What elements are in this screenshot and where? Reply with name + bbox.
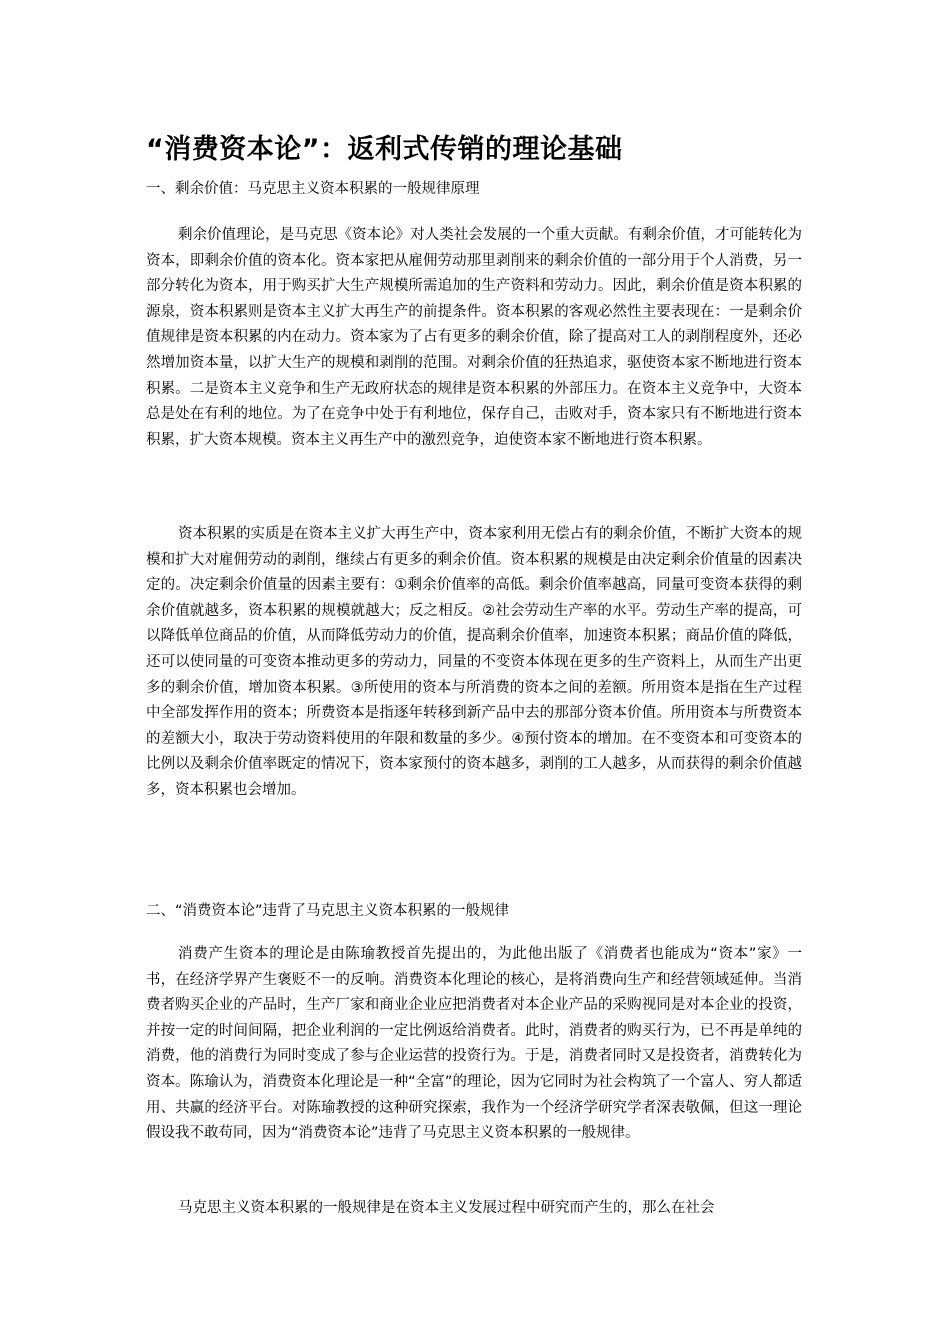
paragraph-consumption-capital-theory: 消费产生资本的理论是由陈瑜教授首先提出的，为此他出版了《消费者也能成为“资本”家》一书，在经济学界产生褒贬不一的反响。消费资本化理论的核心，是将消费向生产和经营领域延伸。当消费者购买企业的产品时，生产厂家和商业企业应把消费者对本企业产品的采购视同是对本企业的投资，并按一定的时间间隔，把企业利润的一定比例返给消费者。此时，消费者的购买行为，已不再是单纯的消费，他的消费行为同时变成了参与企业运营的投资行为。于是，消费者同时又是投资者，消费转化为资本。陈瑜认为，消费资本化理论是一种“全富”的理论，因为它同时为社会构筑了一个富人、穷人都适用、共赢的经济平台。对陈瑜教授的这种研究探索，我作为一个经济学研究学者深表敬佩，但这一理论假设我不敢苟同，因为“消费资本论”违背了马克思主义资本积累的一般规律。 [146,946,802,1142]
paragraph-surplus-value-theory: 剩余价值理论，是马克思《资本论》对人类社会发展的一个重大贡献。有剩余价值，才可能转化为资本，即剩余价值的资本化。资本家把从雇佣劳动那里剥削来的剩余价值的一部分用于个人消费，另一部分转化为资本，用于购买扩大生产规模所需追加的生产资料和劳动力。因此，剩余价值是资本积累的源泉，资本积累则是资本主义扩大再生产的前提条件。资本积累的客观必然性主要表现在：一是剩余价值规律是资本积累的内在动力。资本家为了占有更多的剩余价值，除了提高对工人的剥削程度外，还必然增加资本量，以扩大生产的规模和剥削的范围。对剩余价值的狂热追求，驱使资本家不断地进行资本积累。二是资本主义竞争和生产无政府状态的规律是资本积累的外部压力。在资本主义竞争中，大资本总是处在有利的地位。为了在竞争中处于有利地位，保存自己，击败对手，资本家只有不断地进行资本积累，扩大资本规模。资本主义再生产中的激烈竞争，迫使资本家不断地进行资本积累。 [146,227,802,448]
paragraph-capital-accumulation-essence: 资本积累的实质是在资本主义扩大再生产中，资本家利用无偿占有的剩余价值，不断扩大资本的规模和扩大对雇佣劳动的剥削，继续占有更多的剩余价值。资本积累的规模是由决定剩余价值量的因素决定的。决定剩余价值量的因素主要有：①剩余价值率的高低。剩余价值率越高，同量可变资本获得的剩余价值就越多，资本积累的规模就越大；反之相反。②社会劳动生产率的水平。劳动生产率的提高，可以降低单位商品的价值，从而降低劳动力的价值，提高剩余价值率，加速资本积累；商品价值的降低，还可以使同量的可变资本推动更多的劳动力，同量的不变资本体现在更多的生产资料上，从而生产出更多的剩余价值，增加资本积累。③所使用的资本与所消费的资本之间的差额。所用资本是指在生产过程中全部发挥作用的资本；所费资本是指逐年转移到新产品中去的那部分资本价值。所用资本与所费资本的差额大小，取决于劳动资料使用的年限和数量的多少。④预付资本的增加。在不变资本和可变资本的比例以及剩余价值率既定的情况下，资本家预付的资本越多，剥削的工人越多，从而获得的剩余价值越多，资本积累也会增加。 [146,526,802,798]
paragraph-general-law: 马克思主义资本积累的一般规律是在资本主义发展过程中研究而产生的，那么在社会 [178,1200,715,1216]
section-heading-surplus-value: 一、剩余价值：马克思主义资本积累的一般规律原理 [146,181,480,197]
document-title: “消费资本论”：返利式传销的理论基础 [146,134,623,165]
section-heading-consumption-capital: 二、“消费资本论”违背了马克思主义资本积累的一般规律 [146,903,510,919]
